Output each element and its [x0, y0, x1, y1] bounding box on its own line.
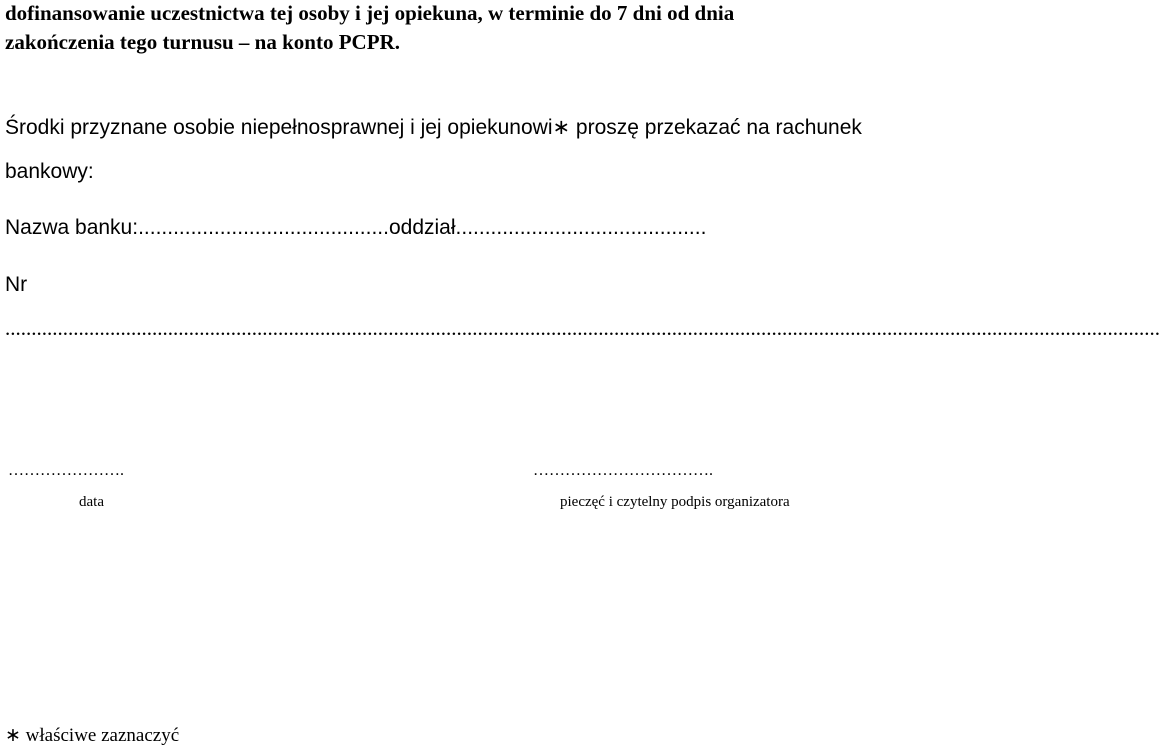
header-line-2: zakończenia tego turnusu – na konto PCPR.: [5, 30, 400, 54]
date-dots[interactable]: ………………….: [8, 462, 124, 479]
account-number-label: Nr: [5, 273, 28, 296]
paragraph-line-1: Środki przyznane osobie niepełnosprawnej i jej opiekunowi∗ proszę przekazać na rachunek: [5, 116, 862, 139]
header-line-1: dofinansowanie uczestnictwa tej osoby i jej opiekuna, w terminie do 7 dni od dnia: [5, 1, 735, 25]
bank-name-row: [5, 216, 706, 240]
organizer-signature-label: pieczęć i czytelny podpis organizatora: [560, 494, 790, 510]
organizer-signature-dots[interactable]: …………………………….: [533, 462, 713, 479]
footnote: ∗ właściwe zaznaczyć: [5, 725, 180, 746]
account-number-field[interactable]: ............................................................................................................................................................................................................................: [5, 316, 1160, 340]
bank-branch-label: oddział: [388, 216, 456, 239]
bank-branch-field[interactable]: ...........................................: [455, 216, 707, 239]
bank-name-field[interactable]: ...........................................: [138, 216, 389, 239]
bank-name-label: Nazwa banku:: [5, 216, 139, 239]
paragraph-line-2: bankowy:: [5, 160, 94, 183]
date-label: data: [79, 494, 104, 510]
